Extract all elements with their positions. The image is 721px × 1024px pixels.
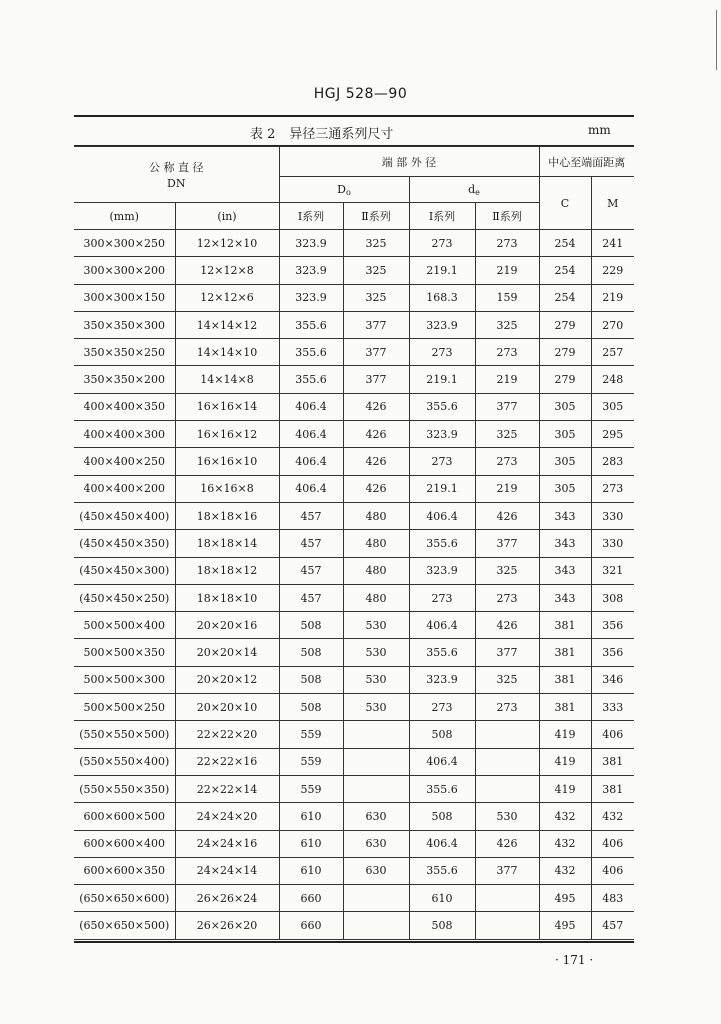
cell-de-series-2: 219	[475, 475, 539, 502]
cell-dn-mm: 350×350×200	[74, 366, 175, 393]
cell-d0-series-1: 355.6	[279, 366, 343, 393]
cell-de-series-1: 219.1	[409, 257, 475, 284]
cell-de-series-2: 273	[475, 339, 539, 366]
cell-dn-mm: 400×400×250	[74, 448, 175, 475]
cell-d0-series-1: 406.4	[279, 393, 343, 420]
cell-m: 241	[591, 230, 634, 257]
cell-d0-series-1: 508	[279, 666, 343, 693]
cell-m: 273	[591, 475, 634, 502]
table-row	[74, 612, 634, 639]
cell-m: 333	[591, 694, 634, 721]
cell-dn-mm: (550×550×500)	[74, 721, 175, 748]
dimension-table	[74, 146, 634, 940]
cell-de-series-2: 325	[475, 311, 539, 338]
cell-dn-in: 24×24×20	[175, 803, 279, 830]
cell-m: 381	[591, 748, 634, 775]
cell-m: 305	[591, 393, 634, 420]
cell-de-series-1: 323.9	[409, 311, 475, 338]
header-nominal-diameter	[74, 147, 279, 203]
cell-dn-in: 14×14×12	[175, 311, 279, 338]
cell-dn-in: 14×14×10	[175, 339, 279, 366]
cell-de-series-1: 273	[409, 694, 475, 721]
cell-dn-mm: 400×400×300	[74, 421, 175, 448]
cell-de-series-1: 323.9	[409, 421, 475, 448]
table-row	[74, 857, 634, 884]
cell-m: 406	[591, 721, 634, 748]
cell-m: 483	[591, 885, 634, 912]
cell-dn-in: 20×20×12	[175, 666, 279, 693]
cell-de-series-2	[475, 885, 539, 912]
cell-dn-mm: (650×650×600)	[74, 885, 175, 912]
table-number: 表 2	[250, 127, 276, 142]
cell-m: 308	[591, 584, 634, 611]
cell-m: 457	[591, 912, 634, 939]
cell-d0-series-1: 508	[279, 612, 343, 639]
header-center-to-end: 中心至端面距离	[539, 147, 634, 177]
cell-dn-in: 14×14×8	[175, 366, 279, 393]
cell-m: 321	[591, 557, 634, 584]
cell-dn-in: 16×16×10	[175, 448, 279, 475]
cell-dn-mm: 400×400×200	[74, 475, 175, 502]
cell-de-series-2: 377	[475, 639, 539, 666]
cell-c: 381	[539, 694, 591, 721]
cell-dn-in: 18×18×12	[175, 557, 279, 584]
cell-dn-mm: (450×450×400)	[74, 502, 175, 529]
cell-d0-series-1: 559	[279, 721, 343, 748]
header-d0-label: D	[337, 182, 346, 196]
table-row	[74, 311, 634, 338]
table-row	[74, 666, 634, 693]
header-nominal-label: 公 称 直 径	[149, 161, 204, 174]
table-row	[74, 694, 634, 721]
cell-d0-series-2: 630	[343, 857, 409, 884]
cell-c: 381	[539, 612, 591, 639]
cell-dn-mm: 350×350×300	[74, 311, 175, 338]
cell-de-series-2	[475, 748, 539, 775]
cell-d0-series-1: 610	[279, 830, 343, 857]
cell-d0-series-2: 426	[343, 448, 409, 475]
cell-d0-series-1: 559	[279, 775, 343, 802]
cell-m: 248	[591, 366, 634, 393]
cell-c: 305	[539, 393, 591, 420]
cell-d0-series-1: 355.6	[279, 339, 343, 366]
cell-d0-series-1: 610	[279, 803, 343, 830]
cell-d0-series-2: 377	[343, 311, 409, 338]
cell-c: 343	[539, 557, 591, 584]
cell-de-series-1: 508	[409, 912, 475, 939]
cell-de-series-2: 426	[475, 502, 539, 529]
cell-dn-mm: 400×400×350	[74, 393, 175, 420]
table-row	[74, 366, 634, 393]
cell-d0-series-2	[343, 912, 409, 939]
cell-dn-mm: 300×300×250	[74, 230, 175, 257]
cell-de-series-1: 406.4	[409, 612, 475, 639]
cell-de-series-2: 325	[475, 421, 539, 448]
cell-d0-series-2: 426	[343, 393, 409, 420]
cell-dn-in: 16×16×14	[175, 393, 279, 420]
cell-m: 356	[591, 639, 634, 666]
cell-d0-series-1: 508	[279, 694, 343, 721]
table-row	[74, 584, 634, 611]
cell-d0-series-1: 406.4	[279, 448, 343, 475]
cell-de-series-1: 273	[409, 230, 475, 257]
cell-d0-series-2: 530	[343, 694, 409, 721]
cell-de-series-2: 273	[475, 448, 539, 475]
cell-c: 343	[539, 584, 591, 611]
cell-dn-in: 24×24×16	[175, 830, 279, 857]
table-row	[74, 530, 634, 557]
cell-d0-series-1: 610	[279, 857, 343, 884]
header-d0-series-2: Ⅱ系列	[343, 203, 409, 230]
cell-d0-series-2: 480	[343, 502, 409, 529]
cell-de-series-2: 426	[475, 612, 539, 639]
top-rule	[74, 115, 634, 117]
cell-m: 229	[591, 257, 634, 284]
table-row	[74, 803, 634, 830]
cell-de-series-1: 406.4	[409, 502, 475, 529]
cell-de-series-2	[475, 721, 539, 748]
cell-de-series-1: 355.6	[409, 639, 475, 666]
cell-dn-mm: (450×450×350)	[74, 530, 175, 557]
cell-dn-in: 16×16×8	[175, 475, 279, 502]
scan-edge-line	[716, 10, 717, 70]
cell-d0-series-2: 325	[343, 284, 409, 311]
cell-d0-series-2: 377	[343, 339, 409, 366]
cell-de-series-2: 273	[475, 694, 539, 721]
cell-m: 270	[591, 311, 634, 338]
cell-de-series-1: 323.9	[409, 557, 475, 584]
table-row	[74, 257, 634, 284]
header-in: (in)	[175, 203, 279, 230]
table-row	[74, 475, 634, 502]
cell-dn-mm: (550×550×400)	[74, 748, 175, 775]
cell-c: 495	[539, 912, 591, 939]
table-row	[74, 721, 634, 748]
cell-d0-series-2: 480	[343, 584, 409, 611]
cell-m: 381	[591, 775, 634, 802]
cell-d0-series-2	[343, 885, 409, 912]
cell-dn-mm: 600×600×500	[74, 803, 175, 830]
cell-de-series-1: 219.1	[409, 366, 475, 393]
cell-dn-in: 26×26×24	[175, 885, 279, 912]
header-d0-sub: o	[346, 187, 351, 197]
header-d0	[279, 177, 409, 203]
cell-c: 254	[539, 230, 591, 257]
table-row	[74, 775, 634, 802]
cell-d0-series-2	[343, 775, 409, 802]
page-number: · 171 ·	[555, 953, 594, 967]
cell-de-series-1: 406.4	[409, 748, 475, 775]
cell-c: 305	[539, 421, 591, 448]
cell-dn-mm: (650×650×500)	[74, 912, 175, 939]
cell-dn-in: 24×24×14	[175, 857, 279, 884]
cell-de-series-1: 508	[409, 803, 475, 830]
cell-dn-mm: 500×500×350	[74, 639, 175, 666]
cell-d0-series-1: 508	[279, 639, 343, 666]
cell-c: 343	[539, 530, 591, 557]
cell-d0-series-1: 559	[279, 748, 343, 775]
header-dn-label: DN	[167, 177, 186, 190]
cell-de-series-2: 325	[475, 557, 539, 584]
table-row	[74, 885, 634, 912]
cell-dn-in: 20×20×16	[175, 612, 279, 639]
cell-d0-series-1: 406.4	[279, 475, 343, 502]
cell-de-series-2: 219	[475, 257, 539, 284]
cell-de-series-2	[475, 912, 539, 939]
cell-de-series-1: 168.3	[409, 284, 475, 311]
cell-d0-series-2	[343, 721, 409, 748]
cell-d0-series-2: 325	[343, 230, 409, 257]
cell-d0-series-2: 480	[343, 530, 409, 557]
cell-c: 495	[539, 885, 591, 912]
bottom-rule	[74, 941, 634, 943]
cell-c: 432	[539, 803, 591, 830]
cell-de-series-1: 273	[409, 448, 475, 475]
table-row	[74, 748, 634, 775]
cell-dn-mm: (450×450×250)	[74, 584, 175, 611]
cell-d0-series-1: 660	[279, 912, 343, 939]
cell-de-series-1: 508	[409, 721, 475, 748]
cell-m: 219	[591, 284, 634, 311]
cell-d0-series-1: 355.6	[279, 311, 343, 338]
cell-dn-in: 18×18×10	[175, 584, 279, 611]
cell-dn-mm: 350×350×250	[74, 339, 175, 366]
cell-de-series-1: 355.6	[409, 775, 475, 802]
cell-c: 254	[539, 284, 591, 311]
cell-m: 330	[591, 530, 634, 557]
cell-de-series-2: 159	[475, 284, 539, 311]
cell-de-series-2: 325	[475, 666, 539, 693]
table-row	[74, 448, 634, 475]
cell-de-series-1: 273	[409, 584, 475, 611]
header-de	[409, 177, 539, 203]
cell-de-series-1: 273	[409, 339, 475, 366]
cell-d0-series-1: 406.4	[279, 421, 343, 448]
cell-d0-series-2: 530	[343, 612, 409, 639]
cell-d0-series-1: 323.9	[279, 230, 343, 257]
cell-d0-series-2: 530	[343, 639, 409, 666]
cell-c: 381	[539, 666, 591, 693]
cell-de-series-2: 273	[475, 230, 539, 257]
cell-dn-in: 12×12×6	[175, 284, 279, 311]
header-d0-series-1: Ⅰ系列	[279, 203, 343, 230]
cell-c: 432	[539, 830, 591, 857]
cell-de-series-1: 355.6	[409, 530, 475, 557]
cell-de-series-1: 219.1	[409, 475, 475, 502]
cell-c: 305	[539, 448, 591, 475]
table-row	[74, 421, 634, 448]
cell-dn-in: 22×22×14	[175, 775, 279, 802]
cell-dn-in: 20×20×10	[175, 694, 279, 721]
cell-d0-series-1: 457	[279, 584, 343, 611]
cell-de-series-2	[475, 775, 539, 802]
cell-d0-series-2: 377	[343, 366, 409, 393]
cell-d0-series-1: 457	[279, 557, 343, 584]
cell-dn-in: 20×20×14	[175, 639, 279, 666]
cell-de-series-1: 406.4	[409, 830, 475, 857]
cell-dn-in: 12×12×10	[175, 230, 279, 257]
cell-dn-in: 26×26×20	[175, 912, 279, 939]
header-de-series-1: Ⅰ系列	[409, 203, 475, 230]
cell-m: 406	[591, 857, 634, 884]
header-de-label: d	[468, 182, 476, 196]
cell-m: 283	[591, 448, 634, 475]
cell-d0-series-1: 457	[279, 502, 343, 529]
table-row	[74, 639, 634, 666]
cell-dn-in: 22×22×16	[175, 748, 279, 775]
cell-dn-in: 18×18×16	[175, 502, 279, 529]
cell-dn-mm: 600×600×350	[74, 857, 175, 884]
table-row	[74, 284, 634, 311]
cell-d0-series-2: 530	[343, 666, 409, 693]
cell-dn-mm: 600×600×400	[74, 830, 175, 857]
cell-m: 356	[591, 612, 634, 639]
cell-c: 419	[539, 775, 591, 802]
cell-d0-series-1: 457	[279, 530, 343, 557]
cell-m: 432	[591, 803, 634, 830]
header-m: M	[591, 177, 634, 230]
cell-m: 257	[591, 339, 634, 366]
header-mm: (mm)	[74, 203, 175, 230]
table-row	[74, 502, 634, 529]
cell-c: 419	[539, 721, 591, 748]
header-de-series-2: Ⅱ系列	[475, 203, 539, 230]
cell-c: 279	[539, 339, 591, 366]
cell-m: 406	[591, 830, 634, 857]
cell-dn-mm: 500×500×400	[74, 612, 175, 639]
cell-c: 419	[539, 748, 591, 775]
cell-dn-mm: 300×300×150	[74, 284, 175, 311]
cell-d0-series-2: 630	[343, 830, 409, 857]
cell-d0-series-2: 426	[343, 421, 409, 448]
cell-d0-series-1: 323.9	[279, 284, 343, 311]
cell-d0-series-2: 630	[343, 803, 409, 830]
cell-d0-series-2: 480	[343, 557, 409, 584]
table-caption	[250, 123, 393, 142]
cell-c: 279	[539, 366, 591, 393]
cell-de-series-2: 219	[475, 366, 539, 393]
cell-c: 432	[539, 857, 591, 884]
cell-c: 305	[539, 475, 591, 502]
cell-d0-series-2: 325	[343, 257, 409, 284]
cell-c: 381	[539, 639, 591, 666]
cell-dn-mm: (450×450×300)	[74, 557, 175, 584]
cell-de-series-2: 530	[475, 803, 539, 830]
cell-d0-series-1: 323.9	[279, 257, 343, 284]
table-row	[74, 830, 634, 857]
cell-dn-in: 16×16×12	[175, 421, 279, 448]
cell-de-series-1: 355.6	[409, 393, 475, 420]
cell-dn-mm: 500×500×300	[74, 666, 175, 693]
cell-d0-series-2	[343, 748, 409, 775]
table-title: 异径三通系列尺寸	[289, 127, 394, 142]
table-row	[74, 557, 634, 584]
table-row	[74, 339, 634, 366]
cell-dn-mm: 500×500×250	[74, 694, 175, 721]
header-end-od: 端 部 外 径	[279, 147, 539, 177]
cell-de-series-2: 273	[475, 584, 539, 611]
table-row	[74, 393, 634, 420]
cell-dn-in: 22×22×20	[175, 721, 279, 748]
cell-de-series-1: 610	[409, 885, 475, 912]
standard-code: HGJ 528—90	[313, 86, 408, 102]
table-row	[74, 230, 634, 257]
cell-de-series-2: 377	[475, 857, 539, 884]
cell-m: 295	[591, 421, 634, 448]
cell-c: 254	[539, 257, 591, 284]
cell-d0-series-1: 660	[279, 885, 343, 912]
cell-dn-mm: (550×550×350)	[74, 775, 175, 802]
cell-m: 330	[591, 502, 634, 529]
cell-d0-series-2: 426	[343, 475, 409, 502]
cell-de-series-2: 426	[475, 830, 539, 857]
cell-dn-mm: 300×300×200	[74, 257, 175, 284]
unit-label: mm	[588, 123, 611, 137]
cell-de-series-2: 377	[475, 530, 539, 557]
cell-c: 343	[539, 502, 591, 529]
cell-c: 279	[539, 311, 591, 338]
cell-dn-in: 18×18×14	[175, 530, 279, 557]
table-row	[74, 912, 634, 939]
cell-de-series-2: 377	[475, 393, 539, 420]
header-de-sub: e	[475, 187, 480, 197]
cell-de-series-1: 323.9	[409, 666, 475, 693]
header-c: C	[539, 177, 591, 230]
cell-de-series-1: 355.6	[409, 857, 475, 884]
cell-m: 346	[591, 666, 634, 693]
cell-dn-in: 12×12×8	[175, 257, 279, 284]
